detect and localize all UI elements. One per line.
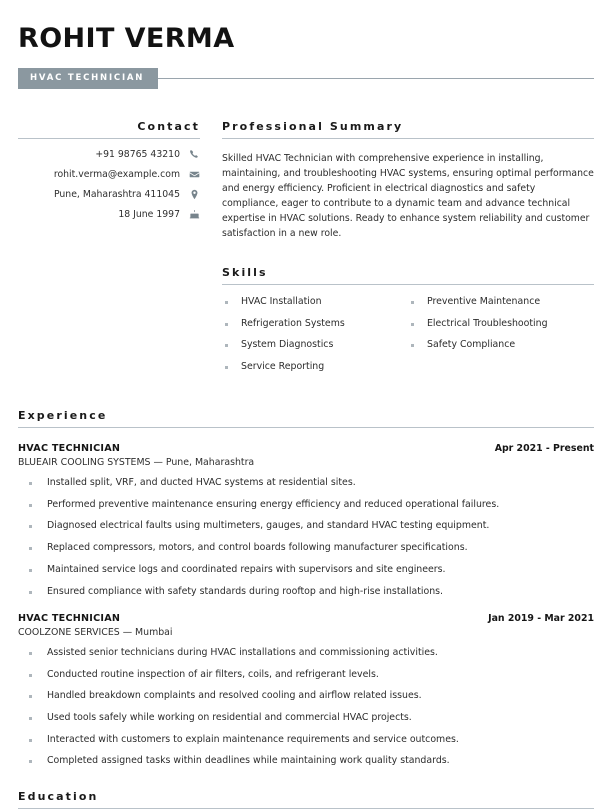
job-bullet-list xyxy=(18,477,594,598)
contact-item-location xyxy=(18,189,200,200)
square-bullet-icon xyxy=(29,569,32,572)
experience-section xyxy=(18,409,594,768)
job-dates: Apr 2021 - Present xyxy=(494,442,594,454)
experience-entry xyxy=(18,443,594,598)
skills-divider xyxy=(222,284,594,285)
square-bullet-icon xyxy=(29,652,32,655)
bullet-text: Conducted routine inspection of air filters, coils, and refrigerant levels. xyxy=(47,668,379,680)
list-item xyxy=(222,296,408,308)
square-bullet-icon xyxy=(29,591,32,594)
list-item xyxy=(18,564,594,576)
skill-label: Electrical Troubleshooting xyxy=(427,317,548,329)
job-title-badge: HVAC TECHNICIAN xyxy=(18,68,158,89)
resume-header xyxy=(18,0,594,90)
skill-label: Service Reporting xyxy=(241,361,325,373)
list-item xyxy=(18,520,594,532)
square-bullet-icon xyxy=(225,323,228,326)
skills-column-right xyxy=(408,296,594,383)
upper-columns xyxy=(18,120,594,383)
square-bullet-icon xyxy=(29,547,32,550)
skills-heading: Skills xyxy=(222,265,268,279)
square-bullet-icon xyxy=(29,695,32,698)
job-title: HVAC TECHNICIAN xyxy=(18,612,121,624)
contact-section xyxy=(18,120,200,230)
skill-label: System Diagnostics xyxy=(241,339,334,351)
job-header-row xyxy=(18,443,594,454)
contact-item-email xyxy=(18,169,200,180)
list-item xyxy=(18,712,594,724)
skill-label: HVAC Installation xyxy=(241,295,322,307)
contact-list xyxy=(18,149,200,221)
list-item xyxy=(18,690,594,702)
skill-label: Refrigeration Systems xyxy=(241,317,345,329)
summary-text: Skilled HVAC Technician with comprehensive experience in installing, maintaining, and troubleshooting HVAC systems, ensuring optimal performance and energy efficiency. Proficient in electrical diagnostics and safety compliance, eager to contribute to a dynamic team and advance technical expertise in HVAC solutions. Ready to enhance system reliability and customer satisfaction in a new role. xyxy=(222,152,594,239)
job-dates: Jan 2019 - Mar 2021 xyxy=(488,612,594,624)
square-bullet-icon xyxy=(411,323,414,326)
list-item xyxy=(18,734,594,746)
list-item xyxy=(222,361,408,373)
list-item xyxy=(18,499,594,511)
square-bullet-icon xyxy=(29,760,32,763)
square-bullet-icon xyxy=(225,301,228,304)
skills-section xyxy=(222,266,594,383)
square-bullet-icon xyxy=(29,525,32,528)
list-item xyxy=(222,339,408,351)
square-bullet-icon xyxy=(29,717,32,720)
bullet-text: Installed split, VRF, and ducted HVAC systems at residential sites. xyxy=(47,476,356,488)
job-header-row xyxy=(18,613,594,624)
square-bullet-icon xyxy=(225,366,228,369)
birthday-cake-icon xyxy=(189,209,200,220)
job-title-row xyxy=(18,68,594,90)
contact-email-value: rohit.verma@example.com xyxy=(53,168,180,180)
experience-entry xyxy=(18,613,594,768)
square-bullet-icon xyxy=(29,739,32,742)
summary-heading: Professional Summary xyxy=(222,119,404,133)
experience-heading: Experience xyxy=(18,408,108,422)
education-section xyxy=(18,790,594,809)
square-bullet-icon xyxy=(411,301,414,304)
header-rule xyxy=(158,78,594,79)
list-item xyxy=(18,755,594,767)
right-column xyxy=(222,120,594,383)
list-item xyxy=(18,647,594,659)
skill-label: Safety Compliance xyxy=(427,339,516,351)
contact-birthdate-value: 18 June 1997 xyxy=(118,209,180,221)
location-pin-icon xyxy=(189,189,200,200)
bullet-text: Completed assigned tasks within deadlines while maintaining work quality standards. xyxy=(47,755,450,767)
contact-item-phone xyxy=(18,149,200,160)
skills-column-left xyxy=(222,296,408,383)
candidate-name: ROHIT VERMA xyxy=(18,23,235,54)
bullet-text: Diagnosed electrical faults using multimeters, gauges, and standard HVAC testing equipment. xyxy=(47,520,490,532)
skill-label: Preventive Maintenance xyxy=(427,295,541,307)
contact-heading: Contact xyxy=(137,119,200,133)
contact-item-birthdate xyxy=(18,209,200,220)
list-item xyxy=(408,339,594,351)
job-title: HVAC TECHNICIAN xyxy=(18,442,121,454)
list-item xyxy=(18,477,594,489)
list-item xyxy=(18,669,594,681)
list-item xyxy=(222,318,408,330)
contact-location-value: Pune, Maharashtra 411045 xyxy=(53,189,180,200)
envelope-icon xyxy=(189,169,200,180)
bullet-text: Handled breakdown complaints and resolved cooling and airflow related issues. xyxy=(47,690,422,702)
square-bullet-icon xyxy=(29,482,32,485)
contact-divider xyxy=(18,138,200,139)
list-item xyxy=(18,586,594,598)
experience-divider xyxy=(18,427,594,428)
education-heading: Education xyxy=(18,789,99,803)
list-item xyxy=(408,296,594,308)
education-divider xyxy=(18,808,594,809)
bullet-text: Assisted senior technicians during HVAC installations and commissioning activities. xyxy=(47,646,438,658)
summary-divider xyxy=(222,138,594,139)
bullet-text: Performed preventive maintenance ensuring energy efficiency and reduced operational failures. xyxy=(47,498,500,510)
summary-section xyxy=(222,120,594,241)
job-company: BLUEAIR COOLING SYSTEMS — Pune, Maharashtra xyxy=(18,456,255,468)
square-bullet-icon xyxy=(29,504,32,507)
bullet-text: Used tools safely while working on residential and commercial HVAC projects. xyxy=(47,711,412,723)
phone-icon xyxy=(189,149,200,160)
bullet-text: Interacted with customers to explain maintenance requirements and service outcomes. xyxy=(47,733,459,745)
square-bullet-icon xyxy=(225,344,228,347)
square-bullet-icon xyxy=(411,344,414,347)
skills-grid xyxy=(222,296,594,383)
square-bullet-icon xyxy=(29,674,32,677)
job-bullet-list xyxy=(18,647,594,768)
bullet-text: Ensured compliance with safety standards during rooftop and high-rise installations. xyxy=(47,585,444,597)
bullet-text: Maintained service logs and coordinated repairs with supervisors and site engineers. xyxy=(47,563,446,575)
bullet-text: Replaced compressors, motors, and control boards following manufacturer specifications. xyxy=(47,542,468,554)
list-item xyxy=(18,542,594,554)
list-item xyxy=(408,318,594,330)
job-company: COOLZONE SERVICES — Mumbai xyxy=(18,626,173,638)
contact-phone-value: +91 98765 43210 xyxy=(95,148,180,160)
